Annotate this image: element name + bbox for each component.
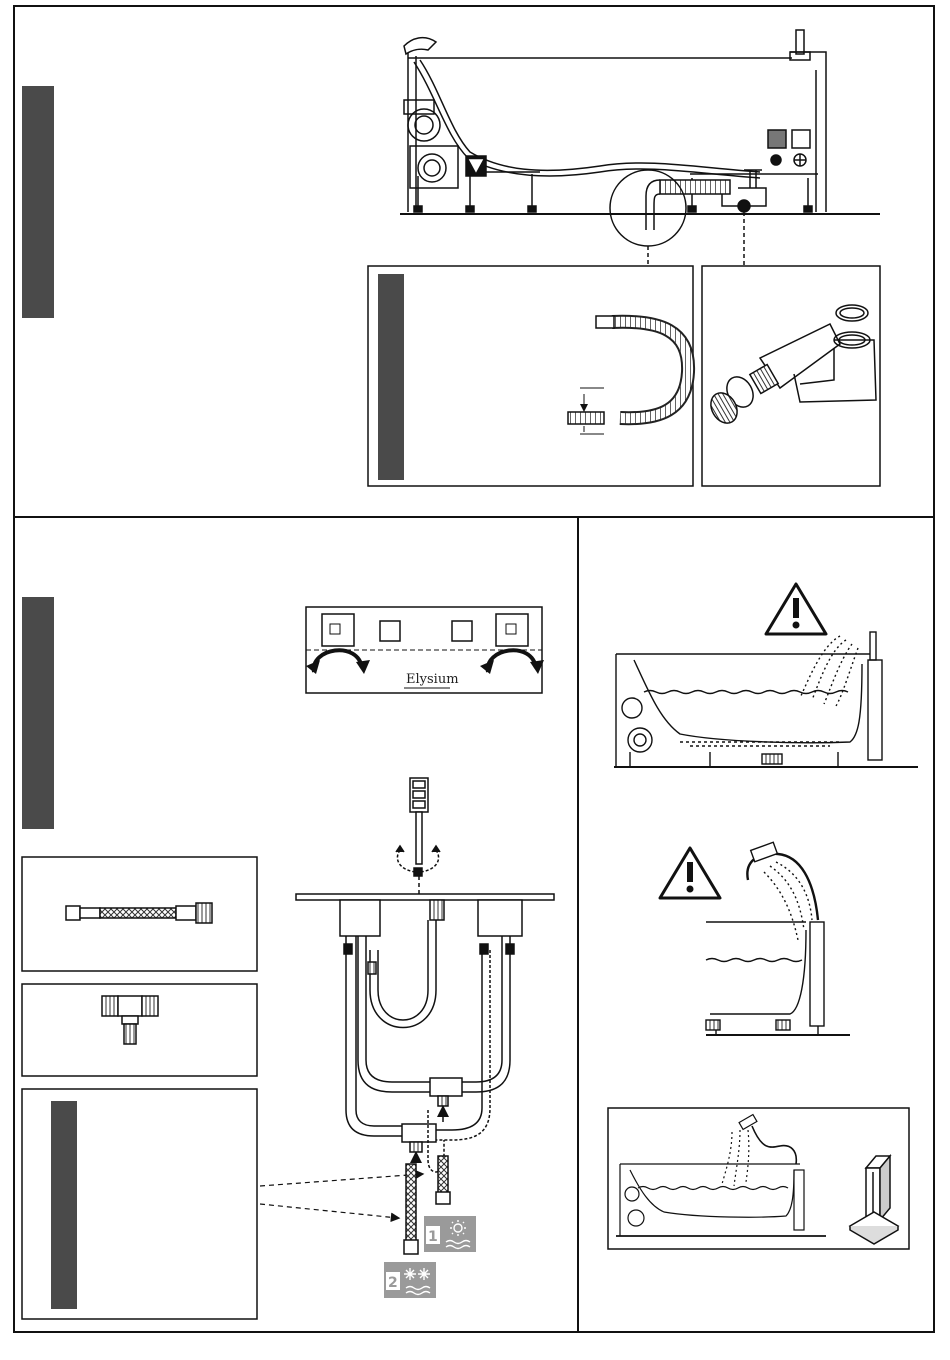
bath-spray-diagram-top: [614, 632, 918, 767]
braided-hose-panel: [22, 857, 257, 971]
cold-supply-number: 2: [388, 1275, 398, 1291]
freestanding-tap-icon: [850, 1156, 898, 1244]
cold-supply-tag: [384, 1262, 436, 1298]
bath-tap-panel: [608, 1108, 909, 1249]
control-panel-diagram: [306, 607, 544, 693]
trap-detail-panel: [702, 266, 880, 486]
rotate-arrow-left-icon: [314, 650, 362, 672]
overflow-box-dark: [768, 130, 786, 148]
tee-fitting-panel: [22, 984, 257, 1076]
pointer-lines: [260, 1174, 422, 1218]
tee-fitting-icon: [102, 996, 158, 1044]
warning-triangle-icon-2: [660, 848, 720, 898]
bathtub-drain-diagram: [400, 30, 880, 230]
section-bar-connection: [51, 1101, 77, 1309]
hot-supply-tag: [424, 1216, 476, 1252]
section-bar-drain: [22, 86, 54, 318]
hose-detail-panel: [368, 266, 693, 486]
connection-note-panel: [22, 1089, 257, 1319]
warning-triangle-icon: [766, 584, 826, 634]
bath-mini-diagram: [616, 1115, 826, 1236]
hot-supply-number: 1: [428, 1229, 438, 1245]
braided-hose-icon: [66, 903, 212, 923]
bath-spray-diagram-middle: [706, 842, 850, 1035]
brand-logo: Elysium: [406, 672, 459, 687]
plumbing-diagram: [296, 778, 554, 1254]
section-bar-mixer: [22, 597, 54, 829]
section-bar-hose: [378, 274, 404, 480]
drain-trap-icon: [706, 305, 876, 428]
page-frame: [14, 6, 934, 1332]
rotate-arrow-right-icon: [488, 650, 536, 672]
corrugated-hose-icon: [568, 316, 688, 434]
